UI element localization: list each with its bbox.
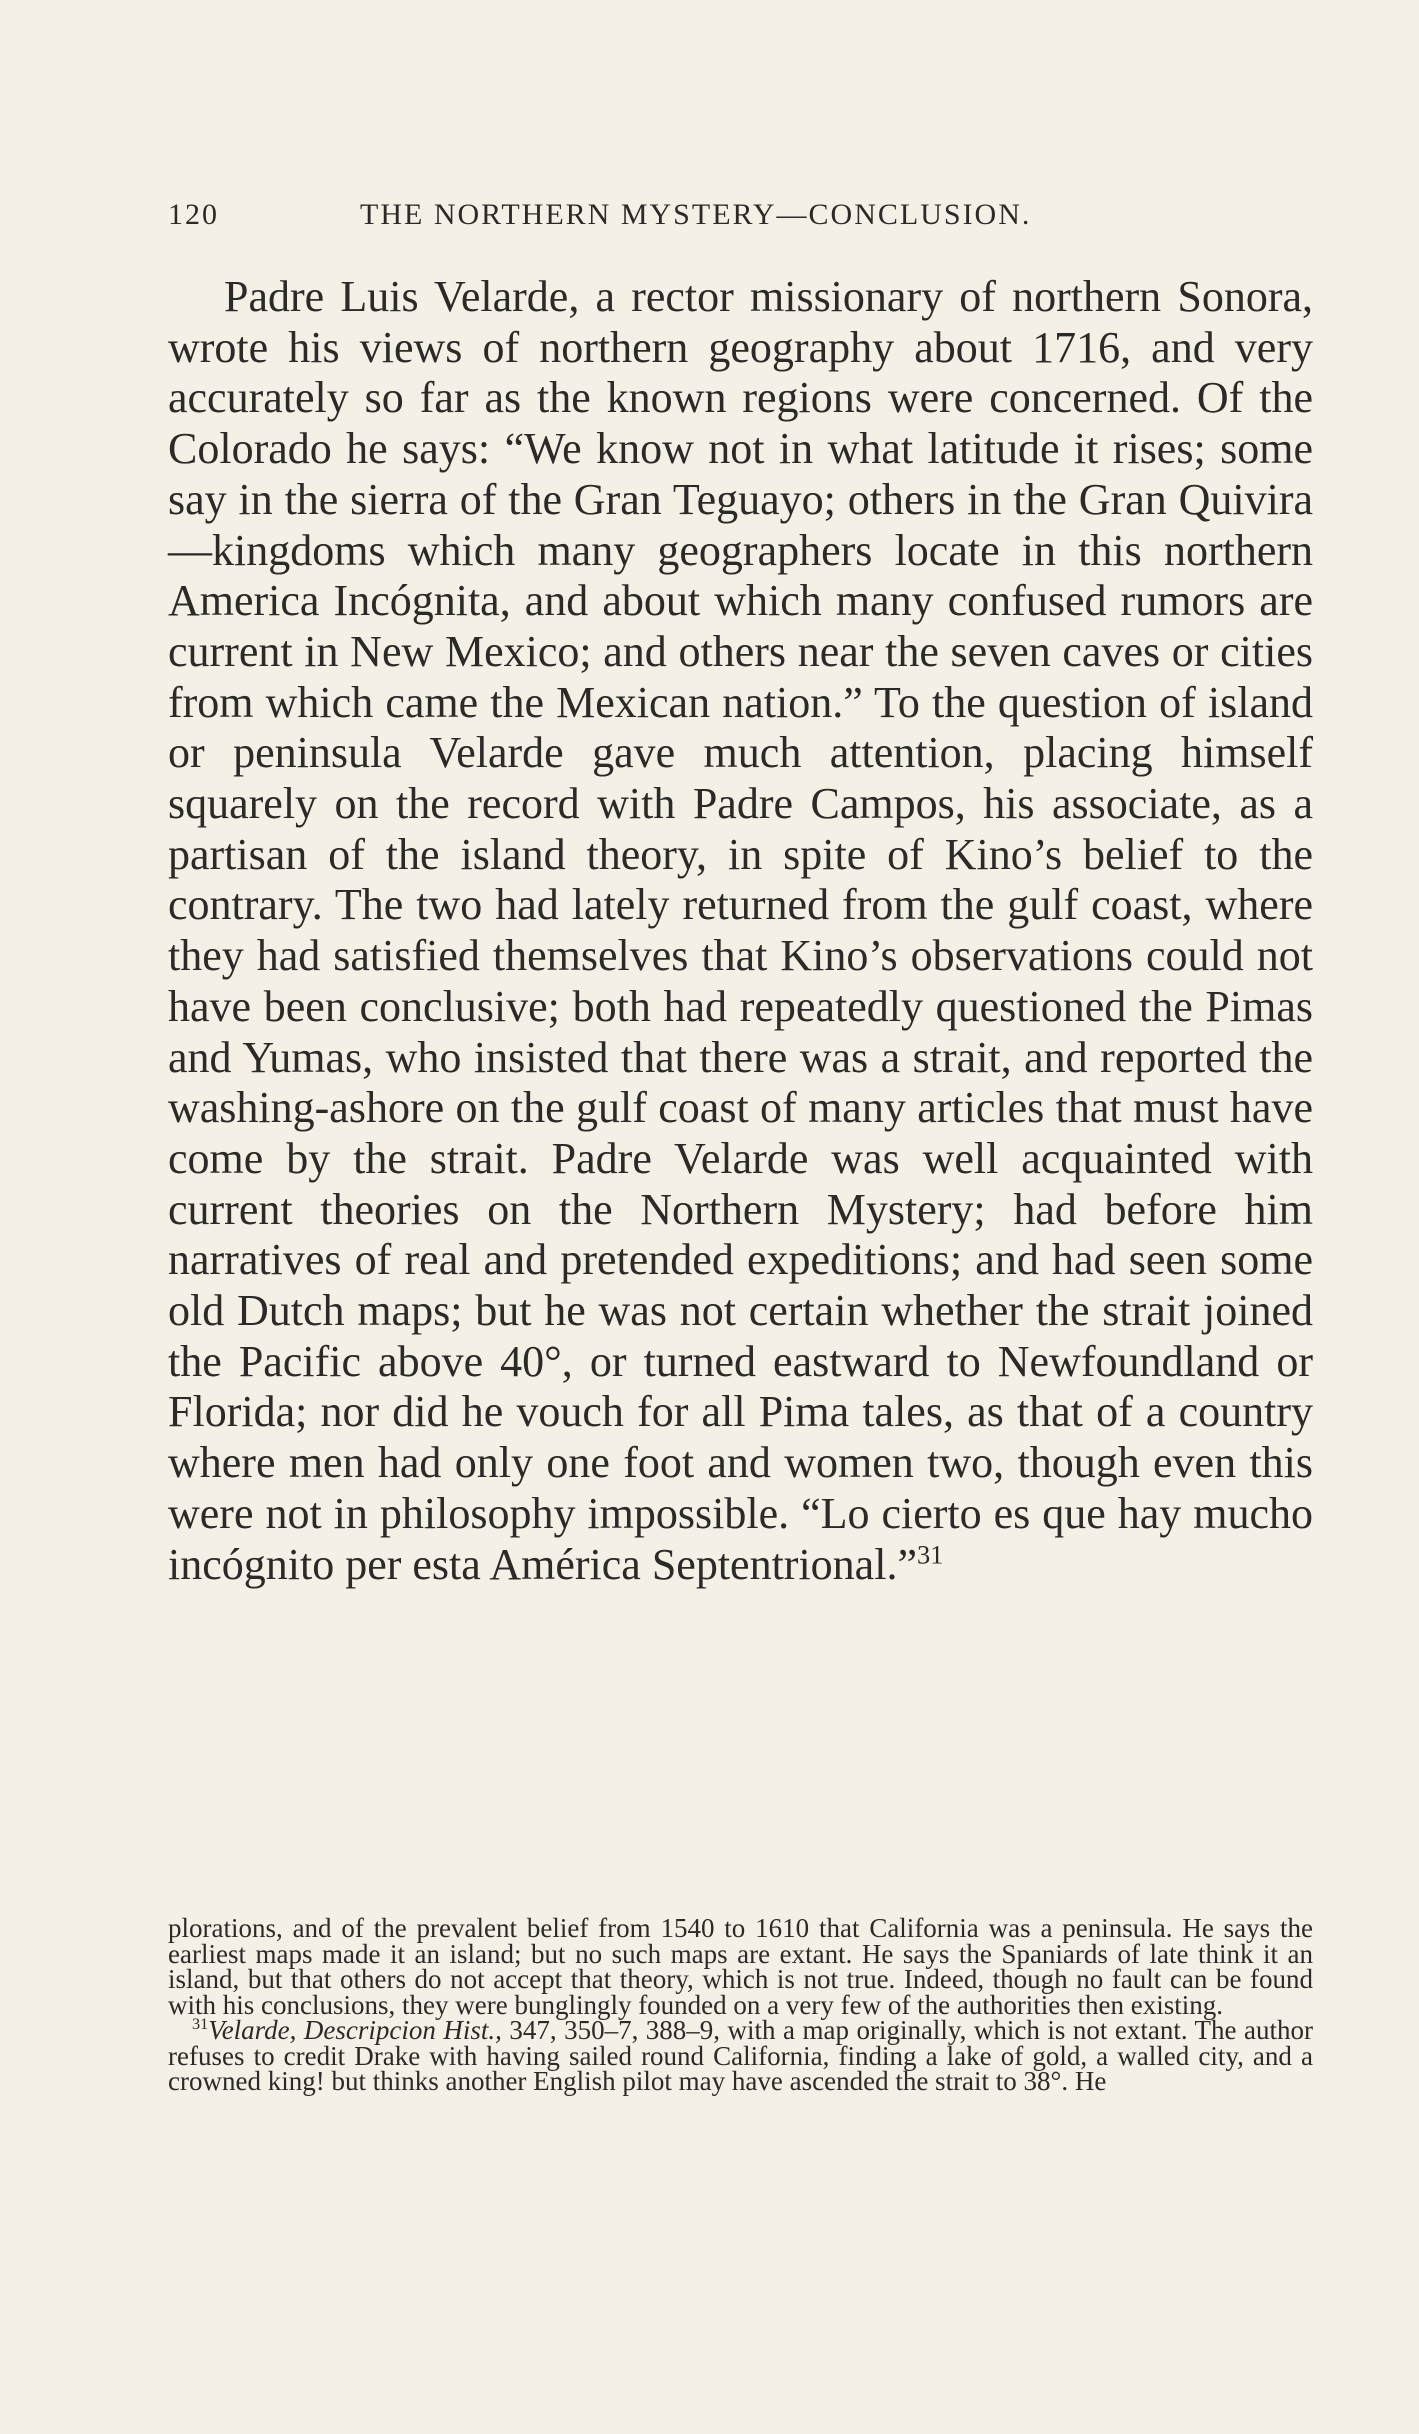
footnote-continuation: plorations, and of the prevalent belief from 1540 to 1610 that California was a peninsula. He says the earliest maps made it an island; but no such maps are extant. He says the Spaniards of late think it an island, but that others do not accept that theory, which is not true. Indeed, though no fault can be found with his conclusions, they were bunglingly founded on a very few of the authorities then existing. [168,1913,1313,2020]
page-number: 120 [168,198,219,231]
body-paragraph [168,272,1313,1590]
main-text [168,272,1313,1590]
footnote-text: 347, 350–7, 388–9, with a map originally, which is not extant. The author refuses to credit Drake with having sailed round California, finding a lake of gold, a walled city, and a crowned king! but thinks another English pilot may have ascended the strait to 38°. He [168,2015,1313,2096]
footnotes [168,1913,1313,2096]
running-header [168,198,1178,242]
footnote-31 [168,2015,1313,2096]
running-title: THE NORTHERN MYSTERY—CONCLUSION. [360,198,1032,231]
footnote-reference: 31 [916,1538,944,1569]
footnote-citation: Velarde, Descripcion Hist., [208,2015,502,2045]
paragraph-text: Padre Luis Velarde, a rector missionary of northern Sonora, wrote his views of northern geography about 1716, and very accurately so far as the known regions were concerned. Of the Colorado he says: “We know not in what latitude it rises; some say in the sierra of the Gran Teguayo; others in the Gran Quivira—kingdoms which many geographers locate in this northern America Incógnita, and about which many confused rumors are current in New Mexico; and others near the seven caves or cities from which came the Mexican nation.” To the question of island or peninsula Velarde gave much attention, placing himself squarely on the record with Padre Campos, his associate, as a partisan of the island theory, in spite of Kino’s belief to the contrary. The two had lately returned from the gulf coast, where they had satisfied themselves that Kino’s observations could not have been conclusive; both had repeatedly questioned the Pimas and Yumas, who insisted that there was a strait, and reported the washing-ashore on the gulf coast of many articles that must have come by the strait. Padre Velarde was well acquainted with current theories on the Northern Mystery; had before him narratives of real and pretended expeditions; and had seen some old Dutch maps; but he was not certain whether the strait joined the Pacific above 40°, or turned eastward to Newfoundland or Florida; nor did he vouch for all Pima tales, as that of a country where men had only one foot and women two, though even this were not in philosophy impossible. “Lo cierto es que hay mucho incógnito per esta América Septentrional.” [168,272,1313,1589]
footnote-number: 31 [192,2015,209,2033]
